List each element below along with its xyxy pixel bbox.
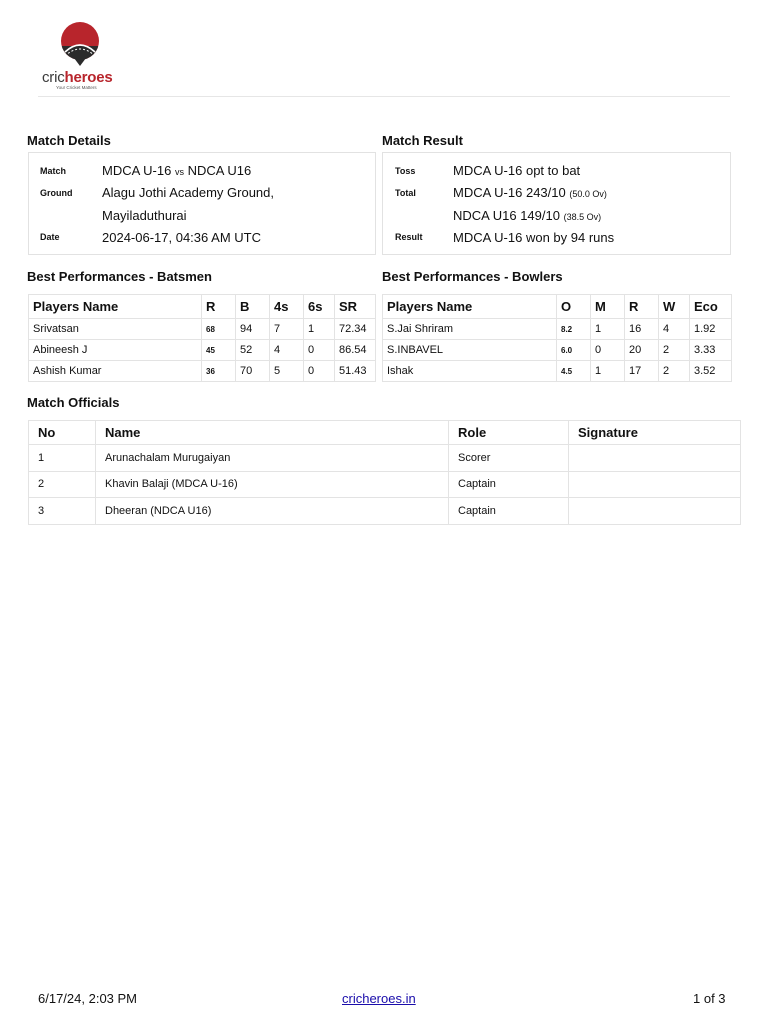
brand-logo (42, 22, 122, 92)
team-b: NDCA U16 (187, 163, 252, 178)
strike-rate: 72.34 (335, 319, 376, 340)
total-b-score: NDCA U16 149/10 (453, 208, 560, 223)
official-role: Scorer (449, 445, 569, 472)
match-details-title: Match Details (27, 133, 111, 148)
maidens: 1 (591, 319, 625, 340)
balls: 70 (236, 361, 270, 382)
col-role: Role (449, 421, 569, 445)
table-row (383, 319, 732, 340)
player-name: Abineesh J (29, 340, 202, 361)
sixes: 1 (304, 319, 335, 340)
overs: 8.2 (557, 319, 591, 340)
ground-label: Ground (40, 188, 73, 198)
col-balls: B (236, 295, 270, 319)
player-name: Srivatsan (29, 319, 202, 340)
table-row (29, 361, 376, 382)
fours: 5 (270, 361, 304, 382)
total-a-overs: (50.0 Ov) (569, 189, 607, 199)
total-label: Total (395, 188, 416, 198)
cricket-ball-logo-icon (59, 22, 101, 66)
footer-page-number: 1 of 3 (693, 991, 726, 1006)
strike-rate: 51.43 (335, 361, 376, 382)
vs-text: vs (174, 167, 184, 177)
col-overs: O (557, 295, 591, 319)
balls: 52 (236, 340, 270, 361)
match-date: 2024-06-17, 04:36 AM UTC (102, 230, 261, 245)
official-no: 3 (29, 498, 96, 525)
brand-name-part2: heroes (64, 69, 113, 86)
runs: 16 (625, 319, 659, 340)
footer-link-wrapper[interactable] (342, 991, 416, 1006)
player-name: Ashish Kumar (29, 361, 202, 382)
col-runs: R (202, 295, 236, 319)
officials-title: Match Officials (27, 395, 120, 410)
official-role: Captain (449, 498, 569, 525)
official-signature (569, 471, 741, 498)
table-row (29, 498, 741, 525)
sixes: 0 (304, 361, 335, 382)
runs: 17 (625, 361, 659, 382)
col-runs: R (625, 295, 659, 319)
table-row (29, 340, 376, 361)
bowlers-header-row (383, 295, 732, 319)
officials-table (28, 420, 741, 525)
fours: 7 (270, 319, 304, 340)
ground-line2: Mayiladuthurai (102, 208, 187, 223)
result-value: MDCA U-16 won by 94 runs (453, 230, 615, 245)
player-name: S.Jai Shriram (383, 319, 557, 340)
officials-header-row (29, 421, 741, 445)
footer-link[interactable]: cricheroes.in (342, 991, 416, 1006)
col-no: No (29, 421, 96, 445)
table-row (29, 445, 741, 472)
official-no: 2 (29, 471, 96, 498)
match-label: Match (40, 166, 67, 176)
runs: 36 (202, 361, 236, 382)
economy: 3.33 (690, 340, 732, 361)
sixes: 0 (304, 340, 335, 361)
footer-timestamp: 6/17/24, 2:03 PM (38, 991, 138, 1006)
official-signature (569, 498, 741, 525)
col-wickets: W (659, 295, 690, 319)
header-divider (38, 96, 730, 97)
col-strike-rate: SR (335, 295, 376, 319)
maidens: 1 (591, 361, 625, 382)
official-name: Arunachalam Murugaiyan (96, 445, 449, 472)
toss-value: MDCA U-16 opt to bat (453, 163, 581, 178)
date-label: Date (40, 232, 60, 242)
official-signature (569, 445, 741, 472)
wickets: 2 (659, 361, 690, 382)
table-row (29, 319, 376, 340)
economy: 1.92 (690, 319, 732, 340)
player-name: S.INBAVEL (383, 340, 557, 361)
maidens: 0 (591, 340, 625, 361)
official-name: Dheeran (NDCA U16) (96, 498, 449, 525)
col-maidens: M (591, 295, 625, 319)
runs: 20 (625, 340, 659, 361)
overs: 4.5 (557, 361, 591, 382)
ground-line1: Alagu Jothi Academy Ground, (102, 185, 274, 200)
wickets: 2 (659, 340, 690, 361)
total-team-a (453, 185, 607, 200)
col-name: Name (96, 421, 449, 445)
col-sixes: 6s (304, 295, 335, 319)
fours: 4 (270, 340, 304, 361)
runs: 45 (202, 340, 236, 361)
col-players-name: Players Name (383, 295, 557, 319)
official-no: 1 (29, 445, 96, 472)
total-a-score: MDCA U-16 243/10 (453, 185, 566, 200)
runs: 68 (202, 319, 236, 340)
strike-rate: 86.54 (335, 340, 376, 361)
balls: 94 (236, 319, 270, 340)
total-team-b (453, 208, 601, 223)
match-result-box (382, 152, 731, 255)
economy: 3.52 (690, 361, 732, 382)
col-fours: 4s (270, 295, 304, 319)
match-teams (102, 163, 251, 178)
bowlers-title: Best Performances - Bowlers (382, 269, 563, 284)
batsmen-title: Best Performances - Batsmen (27, 269, 212, 284)
bowlers-table (382, 294, 732, 382)
player-name: Ishak (383, 361, 557, 382)
wickets: 4 (659, 319, 690, 340)
toss-label: Toss (395, 166, 416, 176)
overs: 6.0 (557, 340, 591, 361)
match-result-title: Match Result (382, 133, 463, 148)
result-label: Result (395, 232, 423, 242)
col-signature: Signature (569, 421, 741, 445)
brand-wordmark (42, 69, 113, 86)
total-b-overs: (38.5 Ov) (563, 212, 602, 222)
brand-tagline: Your Cricket Matters (56, 85, 97, 90)
table-row (29, 471, 741, 498)
batsmen-table (28, 294, 376, 382)
match-details-box (28, 152, 376, 255)
batsmen-header-row (29, 295, 376, 319)
official-name: Khavin Balaji (MDCA U-16) (96, 471, 449, 498)
brand-name-part1: cric (42, 69, 65, 86)
team-a: MDCA U-16 (102, 163, 172, 178)
col-players-name: Players Name (29, 295, 202, 319)
col-economy: Eco (690, 295, 732, 319)
official-role: Captain (449, 471, 569, 498)
table-row (383, 340, 732, 361)
table-row (383, 361, 732, 382)
